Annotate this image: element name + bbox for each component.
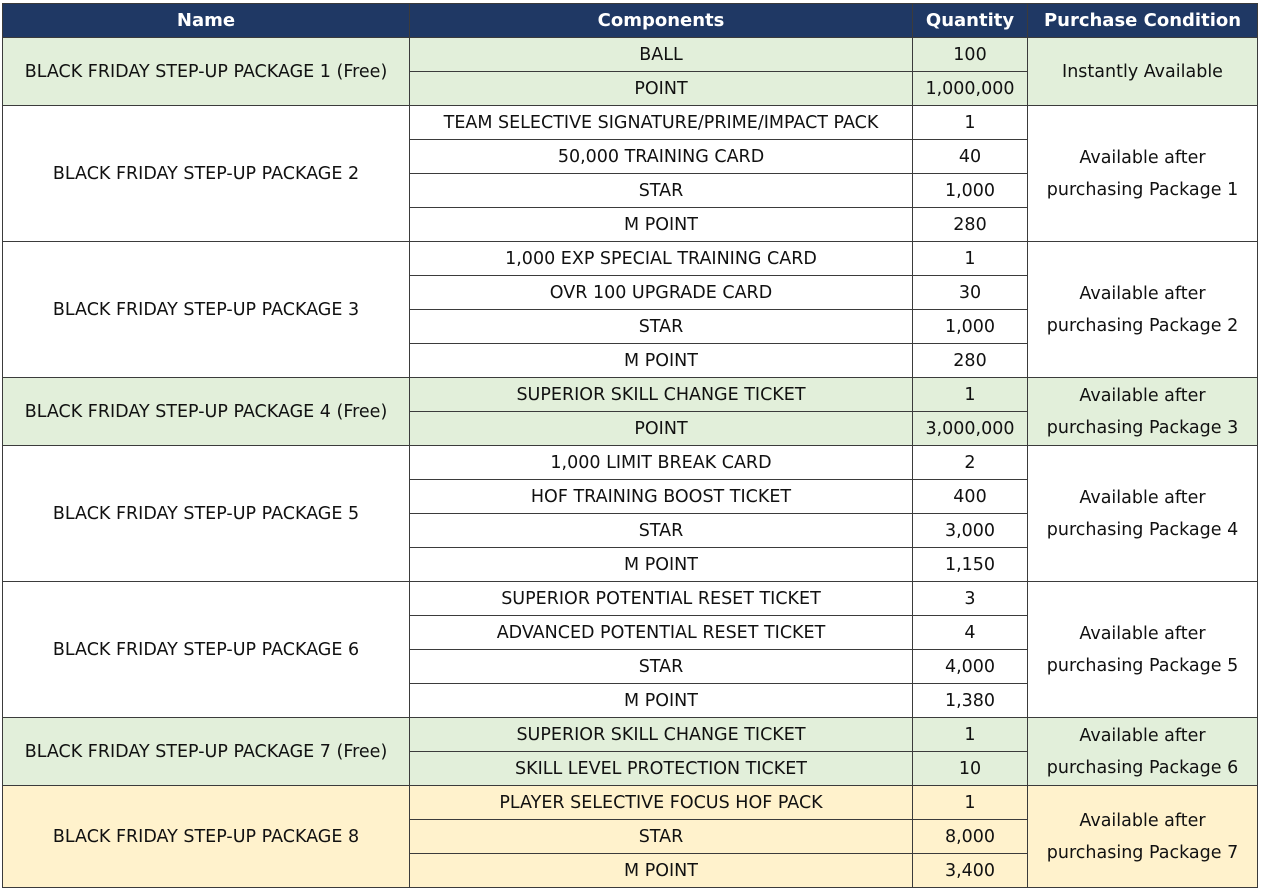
header-purchase-condition: Purchase Condition [1028,4,1258,38]
component-cell: M POINT [410,684,913,718]
quantity-cell: 3 [913,582,1028,616]
package-name: BLACK FRIDAY STEP-UP PACKAGE 2 [3,106,410,242]
component-cell: SUPERIOR SKILL CHANGE TICKET [410,718,913,752]
quantity-cell: 30 [913,276,1028,310]
component-cell: ADVANCED POTENTIAL RESET TICKET [410,616,913,650]
quantity-cell: 1,000,000 [913,72,1028,106]
purchase-condition-line: Instantly Available [1062,61,1223,82]
purchase-condition [1028,446,1258,582]
table-row [3,718,1258,752]
purchase-condition-line: purchasing Package 4 [1046,519,1239,540]
purchase-condition-line: purchasing Package 5 [1046,655,1239,676]
component-cell: STAR [410,514,913,548]
component-cell: TEAM SELECTIVE SIGNATURE/PRIME/IMPACT PACK [410,106,913,140]
purchase-condition [1028,106,1258,242]
purchase-condition [1028,718,1258,786]
purchase-condition-line: Available after [1079,810,1206,831]
quantity-cell: 3,000,000 [913,412,1028,446]
component-cell: 50,000 TRAINING CARD [410,140,913,174]
package-name: BLACK FRIDAY STEP-UP PACKAGE 7 (Free) [3,718,410,786]
component-cell: SKILL LEVEL PROTECTION TICKET [410,752,913,786]
purchase-condition-line: Available after [1079,283,1206,304]
header-name: Name [3,4,410,38]
table-row [3,106,1258,140]
quantity-cell: 280 [913,208,1028,242]
component-cell: HOF TRAINING BOOST TICKET [410,480,913,514]
purchase-condition-line: purchasing Package 7 [1046,842,1239,863]
package-name: BLACK FRIDAY STEP-UP PACKAGE 8 [3,786,410,888]
purchase-condition-line: Available after [1079,385,1206,406]
purchase-condition [1028,378,1258,446]
purchase-condition-line: purchasing Package 1 [1046,179,1239,200]
quantity-cell: 1 [913,718,1028,752]
quantity-cell: 1 [913,378,1028,412]
component-cell: POINT [410,412,913,446]
component-cell: STAR [410,174,913,208]
quantity-cell: 1 [913,106,1028,140]
header-row [3,4,1258,38]
quantity-cell: 4,000 [913,650,1028,684]
purchase-condition [1028,786,1258,888]
quantity-cell: 280 [913,344,1028,378]
component-cell: BALL [410,38,913,72]
component-cell: STAR [410,650,913,684]
quantity-cell: 8,000 [913,820,1028,854]
purchase-condition-line: purchasing Package 6 [1046,757,1239,778]
table-row [3,242,1258,276]
table-row [3,582,1258,616]
quantity-cell: 1 [913,242,1028,276]
package-name: BLACK FRIDAY STEP-UP PACKAGE 1 (Free) [3,38,410,106]
header-quantity: Quantity [913,4,1028,38]
quantity-cell: 40 [913,140,1028,174]
quantity-cell: 3,000 [913,514,1028,548]
purchase-condition [1028,582,1258,718]
table-body [3,38,1258,888]
component-cell: OVR 100 UPGRADE CARD [410,276,913,310]
component-cell: M POINT [410,854,913,888]
component-cell: STAR [410,310,913,344]
component-cell: M POINT [410,208,913,242]
quantity-cell: 10 [913,752,1028,786]
purchase-condition-line: purchasing Package 2 [1046,315,1239,336]
purchase-condition-line: Available after [1079,623,1206,644]
component-cell: M POINT [410,344,913,378]
purchase-condition [1028,38,1258,106]
table-row [3,446,1258,480]
component-cell: PLAYER SELECTIVE FOCUS HOF PACK [410,786,913,820]
quantity-cell: 1 [913,786,1028,820]
header-components: Components [410,4,913,38]
component-cell: SUPERIOR SKILL CHANGE TICKET [410,378,913,412]
quantity-cell: 3,400 [913,854,1028,888]
component-cell: 1,000 LIMIT BREAK CARD [410,446,913,480]
table-row [3,38,1258,72]
quantity-cell: 1,000 [913,310,1028,344]
quantity-cell: 100 [913,38,1028,72]
quantity-cell: 1,380 [913,684,1028,718]
package-table [2,3,1258,888]
package-name: BLACK FRIDAY STEP-UP PACKAGE 6 [3,582,410,718]
quantity-cell: 1,150 [913,548,1028,582]
component-cell: SUPERIOR POTENTIAL RESET TICKET [410,582,913,616]
package-name: BLACK FRIDAY STEP-UP PACKAGE 5 [3,446,410,582]
table-row [3,786,1258,820]
purchase-condition-line: Available after [1079,725,1206,746]
purchase-condition-line: Available after [1079,487,1206,508]
purchase-condition-line: Available after [1079,147,1206,168]
table-row [3,378,1258,412]
quantity-cell: 4 [913,616,1028,650]
component-cell: POINT [410,72,913,106]
component-cell: STAR [410,820,913,854]
component-cell: 1,000 EXP SPECIAL TRAINING CARD [410,242,913,276]
purchase-condition-line: purchasing Package 3 [1046,417,1239,438]
component-cell: M POINT [410,548,913,582]
quantity-cell: 400 [913,480,1028,514]
quantity-cell: 2 [913,446,1028,480]
quantity-cell: 1,000 [913,174,1028,208]
package-name: BLACK FRIDAY STEP-UP PACKAGE 3 [3,242,410,378]
package-name: BLACK FRIDAY STEP-UP PACKAGE 4 (Free) [3,378,410,446]
purchase-condition [1028,242,1258,378]
